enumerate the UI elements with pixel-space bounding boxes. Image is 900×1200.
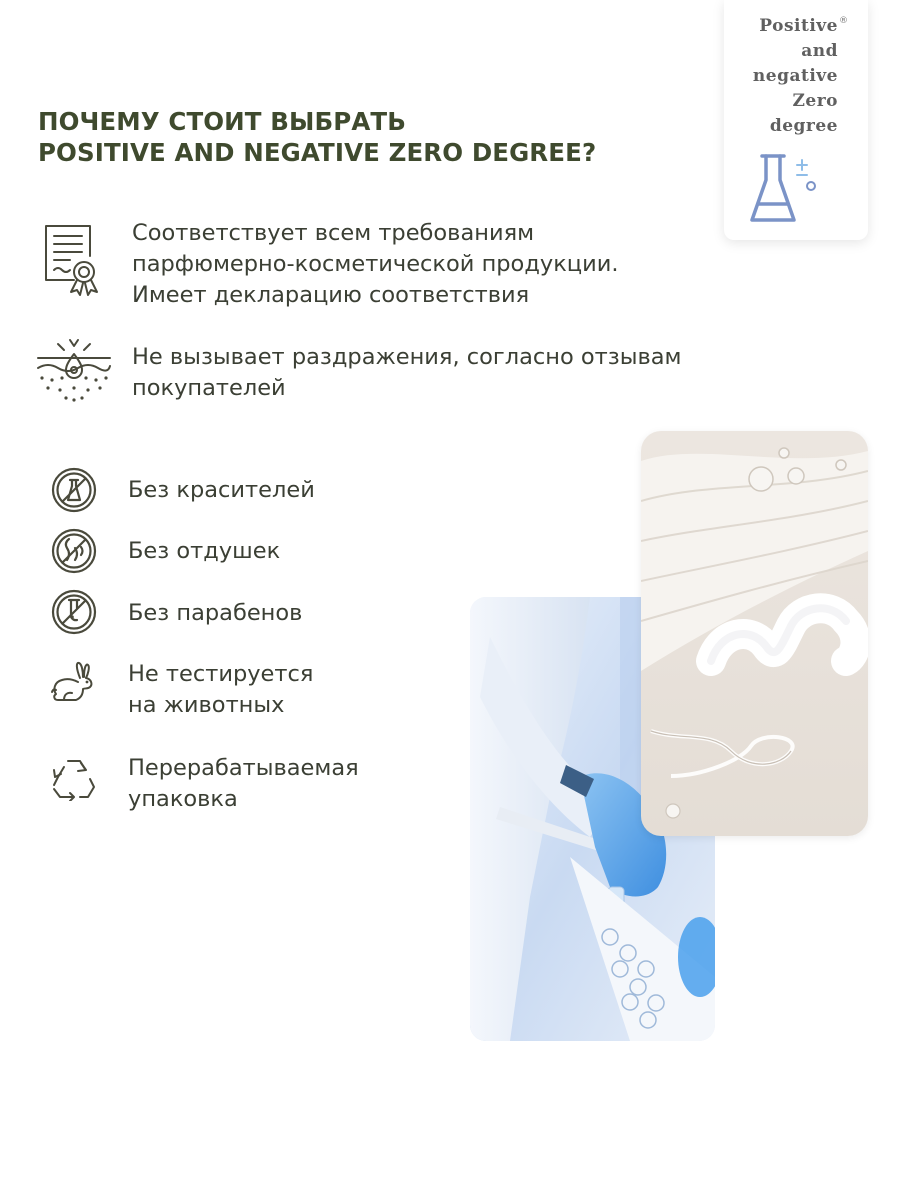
- claim-no-fragrance-label: Без отдушек: [128, 538, 281, 564]
- registered-mark: ®: [839, 16, 848, 26]
- skin-drop-icon: [34, 336, 114, 406]
- claim-no-fragrance: [128, 536, 280, 567]
- claim-cruelty-free-line-1: Не тестируется: [128, 661, 314, 687]
- rabbit-icon: [50, 660, 96, 704]
- no-parabens-icon: [50, 588, 98, 636]
- flask-plus-minus-icon: [748, 150, 820, 228]
- certificate-icon: [40, 222, 104, 298]
- claim-cruelty-free: [128, 659, 313, 721]
- feature-no-irritation-line-1: Не вызывает раздражения, согласно отзывам: [132, 344, 682, 370]
- logo-line-4: Zero: [792, 91, 838, 111]
- claim-recyclable: [128, 753, 359, 815]
- feature-compliance-line-1: Соответствует всем требованиям: [132, 220, 535, 246]
- claim-no-dyes: [128, 475, 315, 506]
- logo-line-2: and: [801, 41, 838, 61]
- page-title: [38, 106, 596, 168]
- claim-recyclable-line-1: Перерабатываемая: [128, 755, 359, 781]
- title-line-1: ПОЧЕМУ СТОИТ ВЫБРАТЬ: [38, 107, 406, 136]
- no-fragrance-icon: [50, 527, 98, 575]
- claim-no-parabens-label: Без парабенов: [128, 600, 303, 626]
- feature-no-irritation: [132, 342, 682, 404]
- feature-compliance-line-3: Имеет декларацию соответствия: [132, 282, 530, 308]
- logo-line-5: degree: [769, 116, 838, 136]
- logo-line-3: negative: [752, 66, 838, 86]
- no-dyes-icon: [50, 466, 98, 514]
- claim-no-parabens: [128, 598, 302, 629]
- recycle-icon: [50, 757, 98, 801]
- logo-line-1: Positive: [759, 16, 838, 36]
- feature-no-irritation-line-2: покупателей: [132, 375, 286, 401]
- cream-texture-photo: [641, 431, 868, 836]
- brand-logo-text: [753, 14, 838, 139]
- feature-compliance-line-2: парфюмерно-косметической продукции.: [132, 251, 619, 277]
- claim-no-dyes-label: Без красителей: [128, 477, 315, 503]
- claim-recyclable-line-2: упаковка: [128, 786, 238, 812]
- feature-compliance: [132, 218, 619, 311]
- title-line-2: POSITIVE AND NEGATIVE ZERO DEGREE?: [38, 138, 597, 167]
- claim-cruelty-free-line-2: на животных: [128, 692, 285, 718]
- cream-photo-illustration: [641, 431, 868, 836]
